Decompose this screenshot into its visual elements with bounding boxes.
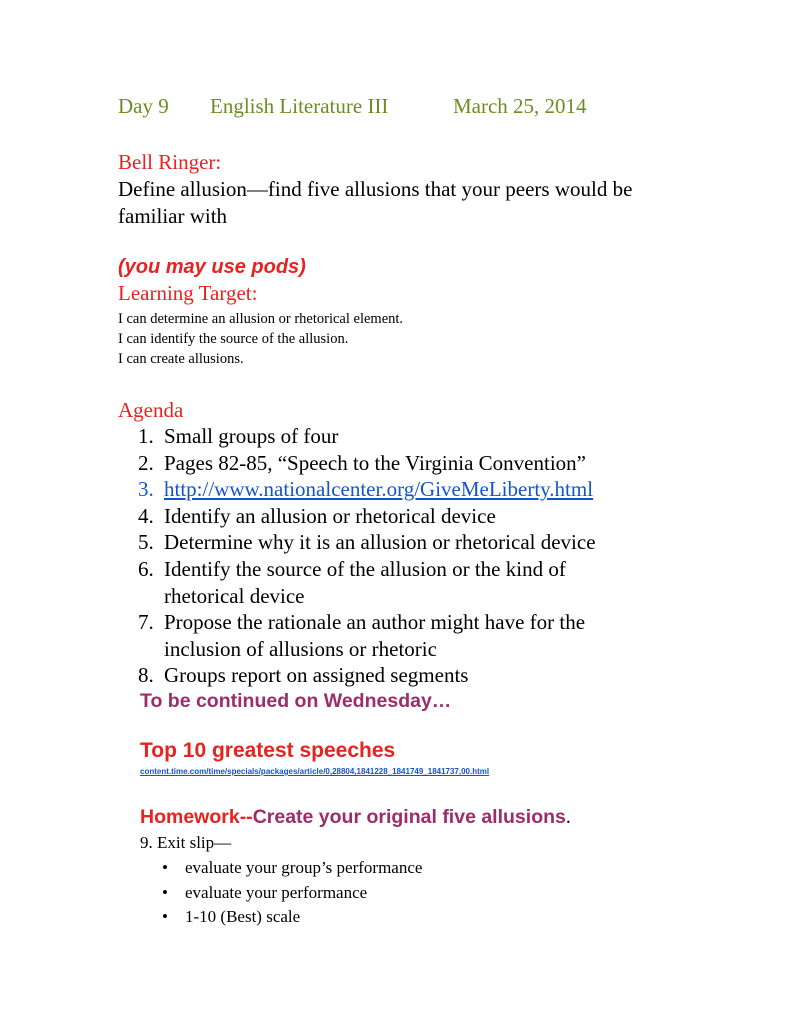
bullet-icon: • <box>162 882 168 902</box>
agenda-item-number: 7. <box>138 610 154 635</box>
learning-target-item: I can determine an allusion or rhetorical element. <box>118 311 404 327</box>
agenda-item <box>138 450 698 477</box>
agenda-item-number: 2. <box>138 450 154 475</box>
exit-slip-label: 9. Exit slip— <box>140 833 232 852</box>
agenda-label: Agenda <box>118 398 184 422</box>
agenda-item-number: 5. <box>138 530 154 555</box>
agenda-item-text: rhetorical device <box>164 583 305 608</box>
agenda-item-text: inclusion of allusions or rhetoric <box>164 636 437 661</box>
speeches-title: Top 10 greatest speeches <box>140 739 396 762</box>
exit-slip-item-text: 1-10 (Best) scale <box>185 907 301 926</box>
agenda-item <box>138 556 698 609</box>
homework-label: Homework-- <box>140 806 253 828</box>
agenda-item-number: 1. <box>138 424 154 448</box>
agenda-item-text: Determine why it is an allusion or rhetorical device <box>164 530 596 555</box>
bell-ringer-label: Bell Ringer: <box>118 150 222 174</box>
header-course: English Literature III <box>210 94 389 118</box>
exit-slip-item <box>162 856 422 881</box>
agenda-item-text: Identify an allusion or rhetorical device <box>164 503 496 528</box>
agenda-item-text: Pages 82-85, “Speech to the Virginia Convention” <box>164 450 586 475</box>
agenda-item <box>138 476 698 503</box>
agenda-item-number: 4. <box>138 503 154 528</box>
learning-target-item: I can create allusions. <box>118 351 244 367</box>
bell-ringer-text: Define allusion—find five allusions that your peers would be familiar with <box>118 177 633 228</box>
agenda-item <box>138 503 698 530</box>
header-day: Day 9 <box>118 94 169 118</box>
exit-slip-item <box>162 905 422 930</box>
agenda-item <box>138 609 698 662</box>
bullet-icon: • <box>162 858 168 877</box>
continued-note: To be continued on Wednesday… <box>140 690 452 712</box>
exit-slip-item <box>162 881 422 906</box>
pods-note: (you may use pods) <box>118 256 306 278</box>
homework-period: . <box>565 807 571 828</box>
agenda-item-number: 8. <box>138 663 154 688</box>
agenda-item-number: 6. <box>138 556 154 581</box>
agenda-item-text: Propose the rationale an author might have for the <box>164 610 586 635</box>
learning-target-item: I can identify the source of the allusion. <box>118 331 349 347</box>
homework-line <box>140 806 571 829</box>
agenda-list <box>138 423 698 689</box>
agenda-item <box>138 529 698 556</box>
learning-target-label: Learning Target: <box>118 281 258 305</box>
exit-slip-item-text: evaluate your group’s performance <box>185 858 423 877</box>
learning-target-list <box>118 309 403 369</box>
exit-slip-list <box>162 856 422 930</box>
agenda-item <box>138 662 698 689</box>
bullet-icon: • <box>162 907 168 926</box>
agenda-item-text: Small groups of four <box>164 424 339 448</box>
agenda-item-text: Identify the source of the allusion or the kind of <box>164 556 566 581</box>
speeches-link[interactable]: content.time.com/time/specials/packages/article/0,28804,1841228_1841749_1841737,00.html <box>140 767 490 776</box>
agenda-item <box>138 423 698 450</box>
homework-text: Create your original five allusions <box>252 806 566 828</box>
give-me-liberty-link[interactable]: http://www.nationalcenter.org/GiveMeLiberty.html <box>164 477 594 502</box>
agenda-item-number: 3. <box>138 477 154 502</box>
header-date: March 25, 2014 <box>453 94 587 118</box>
exit-slip-item-text: evaluate your performance <box>185 882 368 902</box>
agenda-item-text: Groups report on assigned segments <box>164 663 469 688</box>
